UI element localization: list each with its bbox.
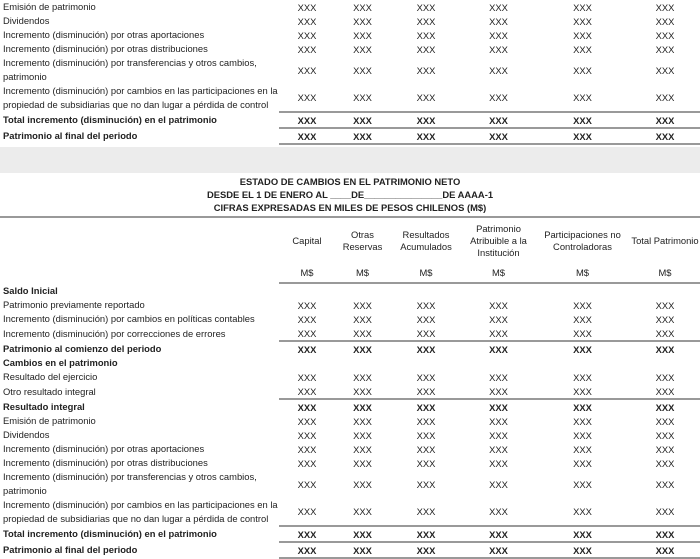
cell-value: XXX [416,313,436,325]
cell-value: XXX [353,43,372,55]
cell-value [630,283,700,298]
cell-value [630,356,700,370]
cell-value: XXX [573,29,592,41]
cell-value: XXX [297,478,317,490]
cell-value: XXX [335,128,390,144]
table-row [0,56,700,84]
cell-value: XXX [390,128,462,144]
cell-value: XXX [573,457,592,469]
cell-value: XXX [279,128,335,144]
cell-value: XXX [297,327,317,339]
cell-value: XXX [573,478,592,490]
cell-value: XXX [416,15,436,27]
cell-value: XXX [489,457,508,469]
cell-value: XXX [489,429,508,441]
row-label: Incremento (disminución) por correcciones de errores [3,327,226,339]
row-label: Patrimonio al comienzo del periodo [3,342,162,354]
cell-value: XXX [573,429,592,441]
cell-value: XXX [416,29,436,41]
cell-value: XXX [462,128,535,144]
cell-value: XXX [353,299,372,311]
column-header: Resultados Acumulados [400,229,452,252]
row-label: Incremento (disminución) por cambios en las participaciones en la propiedad de subsidiarias que no dan lugar a pérdida de control [3,85,278,110]
cell-value: XXX [297,15,317,27]
cell-value: XXX [416,64,436,76]
cell-value [535,356,630,370]
cell-value: XXX [353,457,372,469]
column-unit: M$ [462,264,535,283]
table-row [0,442,700,456]
cell-value [335,356,390,370]
cell-value: XXX [655,299,675,311]
cell-value: XXX [630,542,700,558]
table-row [0,399,700,414]
cell-value: XXX [573,43,592,55]
table-row [0,356,700,370]
column-unit: M$ [390,264,462,283]
cell-value: XXX [353,64,372,76]
column-header: Patrimonio Atribuible a la Institución [470,223,527,258]
cell-value: XXX [655,429,675,441]
cell-value: XXX [535,112,630,128]
cell-value: XXX [279,542,335,558]
cell-value: XXX [297,506,317,517]
table-row [0,370,700,384]
cell-value: XXX [655,415,675,427]
cell-value: XXX [416,478,436,490]
cell-value: XXX [297,1,317,13]
row-label: Incremento (disminución) por cambios en políticas contables [3,313,255,324]
table-row [0,326,700,341]
cell-value [279,356,335,370]
cell-value: XXX [297,443,317,455]
table-row [0,456,700,470]
cell-value: XXX [655,457,675,469]
column-unit: M$ [279,264,335,283]
cell-value: XXX [353,385,372,397]
cell-value: XXX [655,371,675,383]
cell-value: XXX [489,327,508,339]
cell-value: XXX [535,128,630,144]
cell-value: XXX [462,526,535,542]
cell-value: XXX [416,43,436,55]
row-label: Emisión de patrimonio [3,1,96,12]
row-label: Incremento (disminución) por otras distribuciones [3,457,208,468]
cell-value: XXX [489,415,508,427]
table-row [0,42,700,56]
row-label: Total incremento (disminución) en el patrimonio [3,114,217,125]
cell-value: XXX [297,29,317,41]
cell-value [335,283,390,298]
row-label: Resultado del ejercicio [3,371,98,382]
cell-value: XXX [573,327,592,339]
cell-value: XXX [353,415,372,427]
table-row [0,128,700,144]
cell-value: XXX [353,327,372,339]
table-row [0,542,700,558]
cell-value: XXX [573,371,592,383]
cell-value: XXX [573,313,592,325]
cell-value: XXX [489,385,508,397]
row-label: Patrimonio al final del periodo [3,130,138,141]
row-label: Incremento (disminución) por transferencias y otros cambios, patrimonio [3,471,257,496]
cell-value: XXX [573,92,592,103]
row-label: Incremento (disminución) por otras aportaciones [3,29,205,40]
cell-value: XXX [416,443,436,455]
cell-value: XXX [353,1,372,13]
cell-value: XXX [655,385,675,397]
cell-value: XXX [462,112,535,128]
cell-value: XXX [416,299,436,311]
cell-value: XXX [297,429,317,441]
cell-value: XXX [279,341,335,356]
cell-value: XXX [353,29,372,41]
cell-value: XXX [390,112,462,128]
column-unit: M$ [630,264,700,283]
cell-value: XXX [655,92,675,103]
cell-value: XXX [335,112,390,128]
cell-value: XXX [489,313,508,325]
cell-value: XXX [416,506,436,517]
cell-value: XXX [630,399,700,414]
row-label: Otro resultado integral [3,385,96,397]
table-row [0,341,700,356]
table-row [0,14,700,28]
cell-value [279,283,335,298]
cell-value [535,283,630,298]
row-label: Emisión de patrimonio [3,415,96,426]
cell-value: XXX [535,341,630,356]
column-unit: M$ [335,264,390,283]
units-line: CIFRAS EXPRESADAS EN MILES DE PESOS CHILENOS (M$) [213,202,487,213]
cell-value: XXX [573,415,592,427]
cell-value: XXX [353,15,372,27]
cell-value: XXX [573,1,592,13]
table-row [0,0,700,14]
row-label: Patrimonio al final del periodo [3,544,138,555]
column-header: Otras Reservas [342,229,383,252]
table-row [0,298,700,312]
cell-value: XXX [573,64,592,76]
cell-value: XXX [655,64,675,76]
row-label: Incremento (disminución) por otras distribuciones [3,43,208,54]
cell-value: XXX [489,478,508,490]
row-label: Total incremento (disminución) en el patrimonio [3,528,217,539]
cell-value: XXX [573,299,592,311]
cell-value [390,356,462,370]
cell-value [390,283,462,298]
cell-value: XXX [573,443,592,455]
row-label: Patrimonio previamente reportado [3,299,145,310]
cell-value: XXX [573,15,592,27]
cell-value [462,283,535,298]
cell-value: XXX [353,478,372,490]
cell-value: XXX [416,92,436,103]
cell-value: XXX [353,443,372,455]
table-row [0,112,700,128]
row-label: Cambios en el patrimonio [3,357,118,368]
cell-value: XXX [462,341,535,356]
cell-value: XXX [390,399,462,414]
cell-value: XXX [353,429,372,441]
cell-value: XXX [353,506,372,517]
cell-value: XXX [297,385,317,397]
cell-value: XXX [655,443,675,455]
cell-value: XXX [416,385,436,397]
column-header: Capital [292,235,322,246]
cell-value: XXX [573,385,592,397]
cell-value: XXX [630,341,700,356]
cell-value: XXX [279,399,335,414]
cell-value [462,356,535,370]
cell-value: XXX [535,399,630,414]
cell-value: XXX [655,478,675,490]
table-row [0,384,700,399]
table-row [0,84,700,112]
cell-value: XXX [416,457,436,469]
cell-value: XXX [297,64,317,76]
cell-value: XXX [655,29,675,41]
cell-value: XXX [390,526,462,542]
row-label: Dividendos [3,429,50,440]
row-label: Resultado integral [3,400,85,412]
table-row [0,283,700,298]
cell-value: XXX [655,15,675,27]
cell-value: XXX [462,542,535,558]
cell-value: XXX [335,526,390,542]
cell-value: XXX [489,371,508,383]
cell-value: XXX [655,313,675,325]
table-row [0,470,700,498]
row-label: Incremento (disminución) por otras aportaciones [3,443,205,454]
table-row [0,428,700,442]
cell-value: XXX [335,399,390,414]
cell-value: XXX [390,341,462,356]
cell-value: XXX [390,542,462,558]
cell-value: XXX [630,128,700,144]
row-label: Incremento (disminución) por transferencias y otros cambios, patrimonio [3,57,257,82]
cell-value: XXX [489,506,508,517]
cell-value: XXX [297,415,317,427]
cell-value: XXX [655,1,675,13]
column-header: Participaciones no Controladoras [544,229,621,252]
cell-value: XXX [489,64,508,76]
cell-value: XXX [489,443,508,455]
cell-value: XXX [462,399,535,414]
cell-value: XXX [335,341,390,356]
label-header [0,218,279,264]
cell-value: XXX [489,15,508,27]
cell-value: XXX [353,92,372,103]
equity-table [0,218,700,559]
cell-value: XXX [416,415,436,427]
cell-value: XXX [416,371,436,383]
cell-value: XXX [416,1,436,13]
table-row [0,28,700,42]
cell-value: XXX [655,506,675,517]
cell-value: XXX [630,526,700,542]
cell-value: XXX [297,299,317,311]
row-label: Incremento (disminución) por cambios en las participaciones en la propiedad de subsidiarias que no dan lugar a pérdida de control [3,499,278,524]
title-line: ESTADO DE CAMBIOS EN EL PATRIMONIO NETO [239,176,461,187]
table-row [0,312,700,326]
cell-value: XXX [353,313,372,325]
cell-value: XXX [489,29,508,41]
top-table [0,0,700,145]
cell-value: XXX [297,92,317,103]
cell-value: XXX [335,542,390,558]
cell-value: XXX [535,526,630,542]
table-row [0,498,700,526]
row-label: Dividendos [3,15,50,26]
statement-title [0,173,700,214]
cell-value: XXX [297,43,317,55]
label-unit [0,264,279,283]
cell-value: XXX [573,506,592,517]
column-unit: M$ [535,264,630,283]
cell-value: XXX [489,299,508,311]
cell-value: XXX [297,371,317,383]
cell-value: XXX [630,112,700,128]
cell-value: XXX [489,1,508,13]
cell-value: XXX [297,457,317,469]
cell-value: XXX [535,542,630,558]
period-line: DESDE EL 1 DE ENERO AL ____DE_______________DE AAAA-1 [206,189,494,200]
cell-value: XXX [416,429,436,441]
table-row [0,414,700,428]
row-label: Saldo Inicial [3,284,58,296]
cell-value: XXX [655,327,675,339]
cell-value: XXX [279,112,335,128]
cell-value: XXX [489,92,508,103]
cell-value: XXX [279,526,335,542]
separator-band [0,147,700,173]
table-row [0,526,700,542]
cell-value: XXX [353,371,372,383]
cell-value: XXX [655,43,675,55]
cell-value: XXX [416,327,436,339]
cell-value: XXX [489,43,508,55]
column-header: Total Patrimonio [631,235,699,246]
cell-value: XXX [297,313,317,325]
